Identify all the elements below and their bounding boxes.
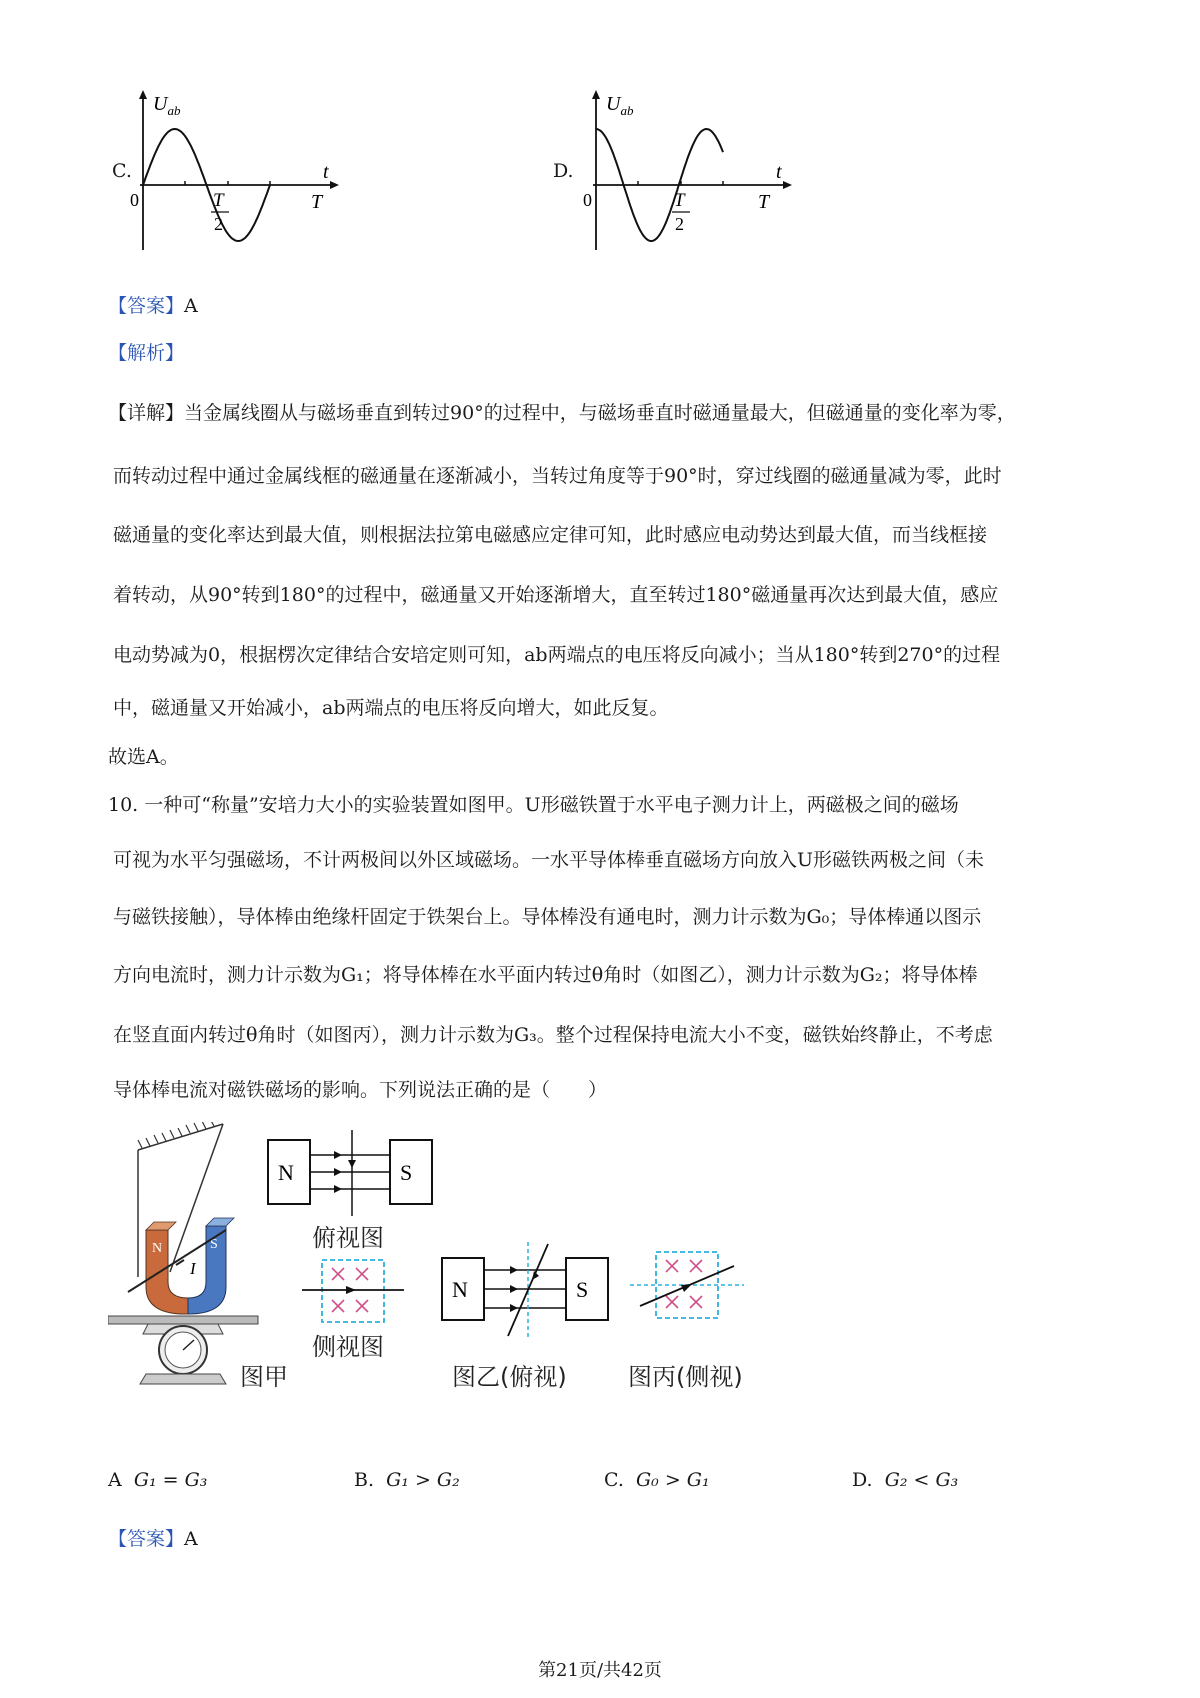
detail-line-3: 磁通量的变化率达到最大值，则根据法拉第电磁感应定律可知，此时感应电动势达到最大值，而当线框接 xyxy=(113,524,988,546)
figure-a-caption: 图甲 xyxy=(240,1363,288,1391)
svg-text:S: S xyxy=(576,1277,589,1302)
q10-line-6: 导体棒电流对磁铁磁场的影响。下列说法正确的是（ ） xyxy=(113,1079,608,1101)
detail-line-2: 而转动过程中通过金属线框的磁通量在逐渐减小，当转过角度等于90°时，穿过线圈的磁通量减为零，此时 xyxy=(113,465,1002,487)
option-letter: D. xyxy=(852,1469,873,1491)
detail-line-1: 【详解】当金属线圈从与磁场垂直到转过90°的过程中，与磁场垂直时磁通量最大，但磁通量的变化率为零， xyxy=(108,402,1016,424)
option-d-label: D. xyxy=(553,160,574,182)
option-d[interactable] xyxy=(852,1469,958,1491)
svg-text:T: T xyxy=(758,191,770,213)
option-letter: B. xyxy=(354,1469,375,1491)
svg-text:Uab: $U_{ab}$ xyxy=(606,93,634,118)
q9-answer xyxy=(108,297,198,316)
option-letter: A xyxy=(108,1469,122,1491)
answer-value: A xyxy=(184,295,198,317)
svg-text:S: S xyxy=(210,1237,218,1252)
q10-line-3: 与磁铁接触），导体棒由绝缘杆固定于铁架台上。导体棒没有通电时，测力计示数为G₀；导体棒通以图示 xyxy=(113,906,982,928)
graph-d xyxy=(578,88,808,253)
figure-c-caption: 图丙(侧视) xyxy=(628,1363,743,1391)
detail-line-6: 中，磁通量又开始减小，ab两端点的电压将反向增大，如此反复。 xyxy=(113,697,669,719)
apparatus-illustration xyxy=(108,1122,268,1392)
analysis-tag: 【解析】 xyxy=(108,342,185,364)
option-a[interactable] xyxy=(108,1469,207,1491)
option-letter: C. xyxy=(604,1469,624,1491)
q10-answer xyxy=(108,1530,198,1549)
answer-value: A xyxy=(184,1528,198,1550)
option-b[interactable] xyxy=(354,1469,460,1491)
svg-text:N: N xyxy=(452,1277,468,1302)
option-c[interactable] xyxy=(604,1469,710,1491)
detail-line-4: 着转动，从90°转到180°的过程中，磁通量又开始逐渐增大，直至转过180°磁通量再次达到最大值，感应 xyxy=(113,584,999,606)
q10-line-2: 可视为水平匀强磁场，不计两极间以外区域磁场。一水平导体棒垂直磁场方向放入U形磁铁两极之间（未 xyxy=(113,849,985,871)
svg-text:0: 0 xyxy=(583,190,592,210)
svg-text:S: S xyxy=(400,1160,413,1185)
top-view-diagram xyxy=(266,1128,436,1218)
answer-tag: 【答案】 xyxy=(108,1528,185,1550)
svg-text:t: t xyxy=(776,161,782,183)
option-text: G₂ < G₃ xyxy=(884,1469,959,1491)
svg-text:T: T xyxy=(213,190,224,211)
svg-text:I: I xyxy=(190,1259,196,1278)
svg-text:t: t xyxy=(323,161,329,183)
figure-b-caption: 图乙(俯视) xyxy=(452,1363,567,1391)
option-text: G₁ = G₃ xyxy=(133,1469,208,1491)
svg-text:N: N xyxy=(152,1241,163,1256)
svg-text:0: 0 xyxy=(130,190,139,210)
svg-text:Uab: $U_{ab}$ xyxy=(153,93,181,118)
top-view-label: 俯视图 xyxy=(312,1224,384,1252)
svg-text:2: 2 xyxy=(214,214,223,234)
q10-line-4: 方向电流时，测力计示数为G₁；将导体棒在水平面内转过θ角时（如图乙），测力计示数为G₂；将导体棒 xyxy=(113,964,978,986)
q10-line-5: 在竖直面内转过θ角时（如图丙），测力计示数为G₃。整个过程保持电流大小不变，磁铁始终静止，不考虑 xyxy=(113,1024,993,1046)
svg-text:N: N xyxy=(278,1160,294,1185)
svg-text:2: 2 xyxy=(675,214,684,234)
detail-tag: 【详解】 xyxy=(108,402,185,424)
svg-text:T: T xyxy=(311,191,323,213)
q10-line-1: 10. 一种可“称量”安培力大小的实验装置如图甲。U形磁铁置于水平电子测力计上，两磁极之间的磁场 xyxy=(108,794,959,816)
svg-text:T: T xyxy=(674,190,685,211)
page-footer: 第21页/共42页 xyxy=(538,1660,662,1681)
figure-b-diagram xyxy=(440,1240,610,1340)
option-c-label: C. xyxy=(112,160,132,182)
side-view-diagram xyxy=(300,1256,410,1326)
side-view-label: 侧视图 xyxy=(312,1333,384,1361)
detail-line-5: 电动势减为0，根据楞次定律结合安培定则可知，ab两端点的电压将反向减小；当从180°转到270°的过程 xyxy=(113,644,1001,666)
graph-c xyxy=(125,88,355,253)
option-text: G₀ > G₁ xyxy=(636,1469,710,1491)
answer-tag: 【答案】 xyxy=(108,295,185,317)
option-text: G₁ > G₂ xyxy=(386,1469,460,1491)
figure-c-diagram xyxy=(628,1246,748,1326)
conclusion: 故选A。 xyxy=(108,746,179,768)
